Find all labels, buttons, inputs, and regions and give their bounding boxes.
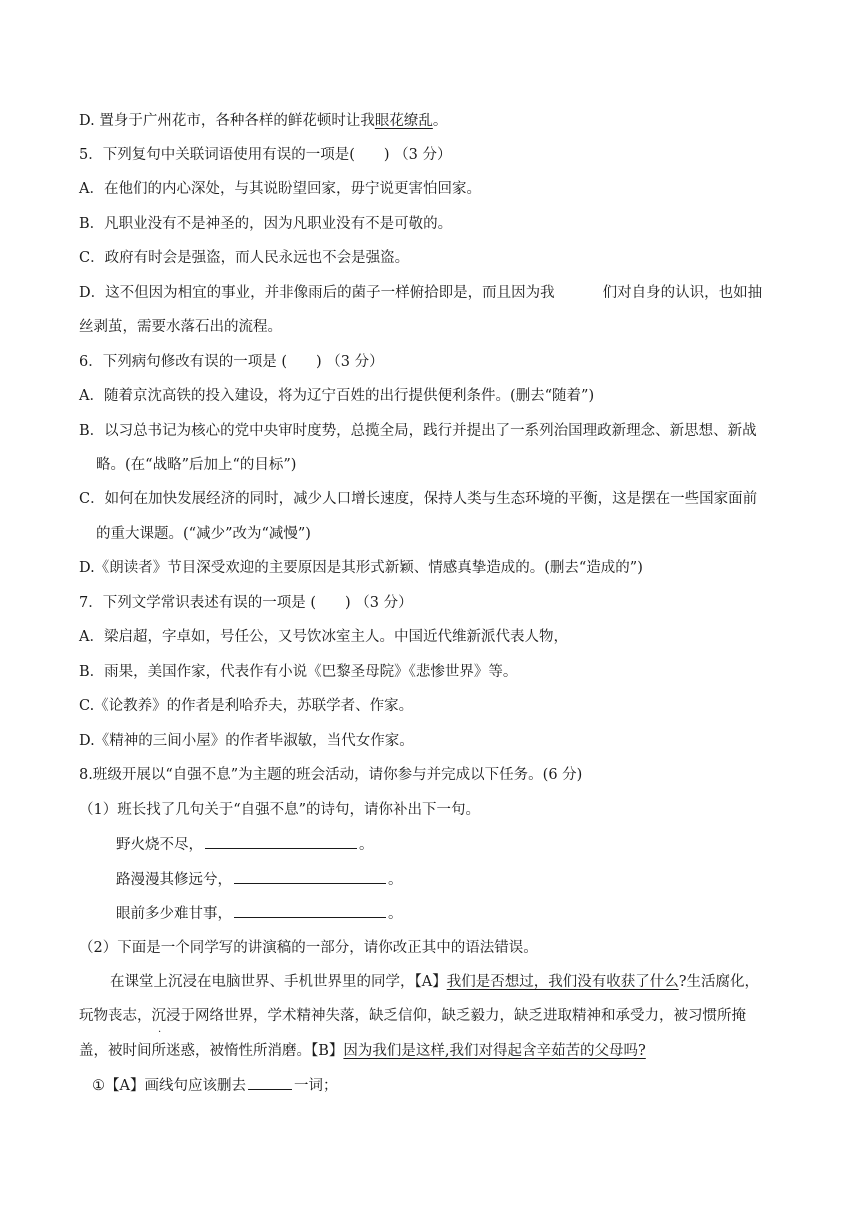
q7-stem: 7．下列文学常识表述有误的一项是 ( ) （3 分） (79, 595, 413, 611)
speech-line-1 (110, 972, 759, 992)
q5-stem: 5．下列复句中关联词语使用有误的一项是( ) （3 分） (79, 147, 452, 163)
q6-option-a: A．随着京沈高铁的投入建设，将为辽宁百姓的出行提供便利条件。(删去“随着”) (79, 388, 595, 404)
q4-option-d-underlined: 眼花缭乱 (374, 113, 433, 129)
q6-stem: 6．下列病句修改有误的一项是 ( ) （3 分） (79, 354, 384, 370)
poem-line-3-text: 眼前多少难甘事， (116, 906, 232, 922)
q8-subq-1-text: ①【A】画线句应该删去 (92, 1078, 246, 1094)
poem-blank-1[interactable] (205, 834, 357, 849)
poem-line-3-period: 。 (388, 906, 403, 922)
speech-sentence-b: 因为我们是这样,我们对得起含辛茹苦的父母吗? (343, 1043, 646, 1059)
q5-option-a: A．在他们的内心深处，与其说盼望回家，毋宁说更害怕回家。 (79, 181, 481, 197)
q5-option-d-part1: D．这不但因为相宜的事业，并非像雨后的菌子一样俯拾即是，而且因为我 (79, 285, 555, 301)
q8-stem: 8.班级开展以“自强不息”为主题的班会活动，请你参与并完成以下任务。(6 分) (79, 767, 583, 783)
q4-option-d-suffix: 。 (432, 113, 448, 129)
q5-option-b: B．凡职业没有不是神圣的，因为凡职业没有不是可敬的。 (79, 216, 453, 232)
q6-option-b-line1: B．以习总书记为核心的党中央审时度势，总揽全局，践行并提出了一系列治国理政新理念、新思想、新战 (79, 423, 757, 439)
speech-dotted-char: 沉 (151, 1008, 166, 1024)
q8-part2-prompt: （2）下面是一个同学写的讲演稿的一部分，请你改正其中的语法错误。 (79, 940, 538, 956)
q5-option-c: C．政府有时会是强盗，而人民永远也不会是强盗。 (79, 250, 410, 266)
speech-sentence-a: 我们是否想过，我们没有收获了什么 (446, 974, 679, 990)
speech-line-3-text: 盖，被时间所迷惑，被惰性所消磨。【B】 (79, 1043, 344, 1059)
q5-option-d-part2: 们对自身的认识，也如抽 (602, 285, 763, 301)
q8-subq-1-end: 一词； (293, 1078, 338, 1094)
q6-option-c-line2: 的重大课题。(“减少”改为“减慢”) (96, 526, 311, 542)
speech-line-2-rest: 浸于网络世界，学术精神失落，缺乏信仰，缺乏毅力，缺乏进取精神和承受力，被习惯所掩 (166, 1008, 746, 1024)
speech-line-3 (79, 1041, 646, 1061)
poem-line-2-period: 。 (388, 872, 403, 888)
q7-option-b: B．雨果，美国作家，代表作有小说《巴黎圣母院》《悲惨世界》等。 (79, 664, 518, 680)
poem-line-2 (116, 869, 403, 890)
q6-option-d: D.《朗读者》节目深受欢迎的主要原因是其形式新颖、情感真挚造成的。(删去“造成的”) (79, 560, 643, 576)
q4-option-d (79, 111, 447, 131)
speech-line-2-start: 玩物丧志， (79, 1008, 152, 1024)
q6-option-b-line2: 略。(在“战略”后加上“的目标”) (96, 457, 297, 473)
q5-option-d-line2: 丝剥茧，需要水落石出的流程。 (79, 319, 282, 335)
q6-option-c-line1: C．如何在加快发展经济的同时，减少人口增长速度，保持人类与生态环境的平衡，这是摆在一些国家面前 (79, 491, 758, 507)
poem-line-1 (116, 834, 374, 855)
q7-option-c: C.《论教养》的作者是利哈乔夫，苏联学者、作家。 (79, 698, 414, 714)
speech-line-1-end: ?生活腐化， (678, 974, 760, 990)
poem-line-3 (116, 903, 403, 924)
q8-subq-1-blank[interactable] (248, 1075, 292, 1090)
poem-line-1-text: 野火烧不尽， (116, 837, 203, 853)
q7-option-d: D.《精神的三间小屋》的作者毕淑敏，当代女作家。 (79, 733, 414, 749)
poem-blank-2[interactable] (234, 869, 386, 884)
q8-part1-prompt: （1）班长找了几句关于“自强不息”的诗句，请你补出下一句。 (79, 802, 481, 818)
poem-line-1-period: 。 (359, 837, 374, 853)
poem-blank-3[interactable] (234, 903, 386, 918)
q4-option-d-text: D. 置身于广州花市，各种各样的鲜花顿时让我 (79, 113, 375, 129)
speech-line-1-text: 在课堂上沉浸在电脑世界、手机世界里的同学，【A】 (110, 974, 447, 990)
q5-option-d-line1 (79, 283, 762, 303)
speech-line-2 (79, 1006, 746, 1026)
q7-option-a: A．梁启超，字卓如，号任公，又号饮冰室主人。中国近代维新派代表人物， (79, 629, 568, 645)
poem-line-2-text: 路漫漫其修远兮， (116, 872, 232, 888)
q8-subq-1 (92, 1075, 337, 1096)
